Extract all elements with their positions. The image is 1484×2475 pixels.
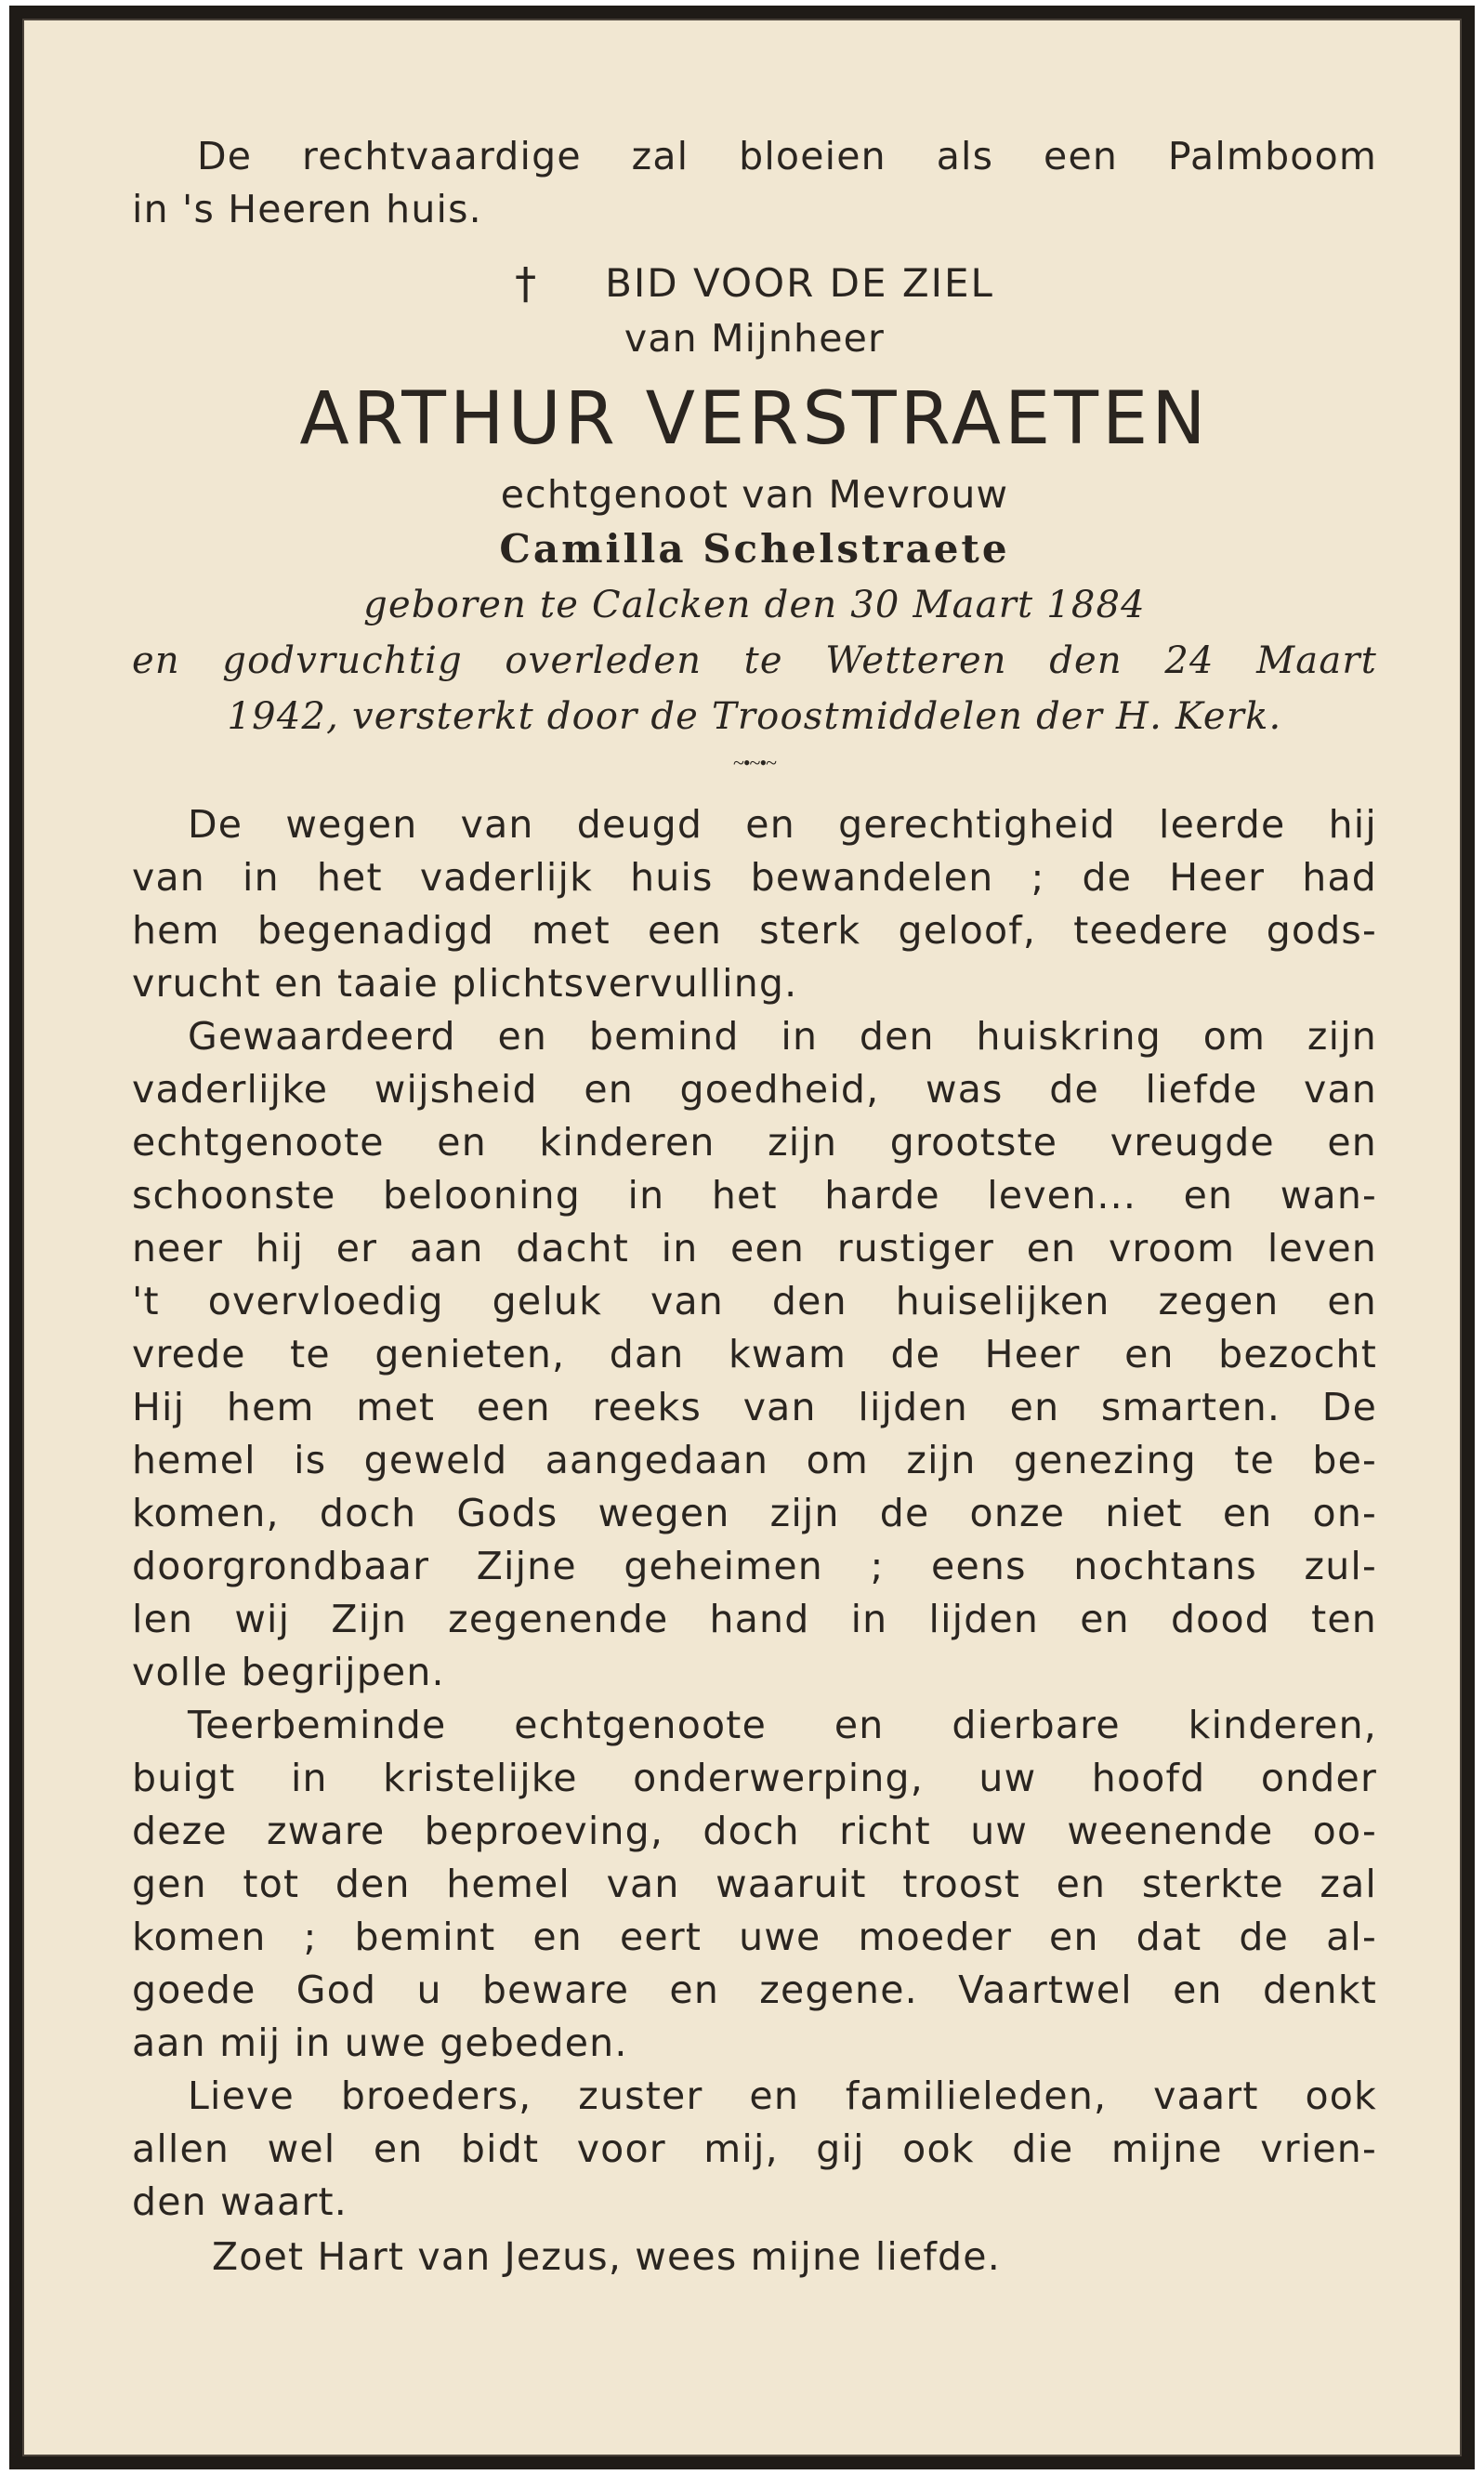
birth-line: geboren te Calcken den 30 Maart 1884	[363, 584, 1146, 626]
card-content	[132, 130, 1377, 2284]
prayer-heading	[132, 257, 1377, 310]
body-line: Hij hem met een reeks van lijden en smarten. De	[132, 1385, 1377, 1429]
body-line: komen, doch Gods wegen zijn de onze niet en on-	[132, 1491, 1377, 1535]
body-line: schoonste belooning in het harde leven... en wan-	[132, 1173, 1377, 1218]
body-line: hem begenadigd met een sterk geloof, teedere gods-	[132, 908, 1377, 953]
body-line: vaderlijke wijsheid en goedheid, was de liefde van	[132, 1067, 1377, 1112]
ornament-divider: ~•~•~	[732, 751, 777, 774]
body-line: volle begrijpen.	[132, 1650, 445, 1694]
body-line: 't overvloedig geluk van den huiselijken zegen en	[132, 1279, 1377, 1323]
closing-prayer: Zoet Hart van Jezus, wees mijne liefde.	[212, 2234, 1001, 2279]
body-line: komen ; bemint en eert uwe moeder en dat de al-	[132, 1915, 1377, 1959]
body-line: van in het vaderlijk huis bewandelen ; de Heer had	[132, 855, 1377, 900]
body-line: neer hij er aan dacht in een rustiger en vroom leven	[132, 1226, 1377, 1270]
death-line-2: 1942, versterkt door de Troostmiddelen der H. Kerk.	[227, 695, 1282, 738]
body-line: Teerbeminde echtgenoote en dierbare kinderen,	[188, 1703, 1377, 1747]
prayer-text: BID VOOR DE ZIEL	[605, 260, 994, 306]
body-line: len wij Zijn zegenende hand in lijden en dood ten	[132, 1597, 1377, 1641]
van-mijnheer: van Mijnheer	[624, 316, 886, 361]
spouse-name: Camilla Schelstraete	[499, 526, 1010, 572]
body-line: den waart.	[132, 2179, 348, 2224]
body-line: doorgrondbaar Zijne geheimen ; eens nochtans zul-	[132, 1544, 1377, 1588]
body-line: aan mij in uwe gebeden.	[132, 2021, 628, 2065]
body-line: Gewaardeerd en bemind in den huiskring om zijn	[188, 1014, 1377, 1059]
deceased-name: ARTHUR VERSTRAETEN	[299, 377, 1210, 461]
death-line-1: en godvruchtig overleden te Wetteren den 24 Maart	[132, 639, 1377, 682]
body-line: hemel is geweld aangedaan om zijn genezing te be-	[132, 1438, 1377, 1482]
intro-line-2: in 's Heeren huis.	[132, 187, 482, 231]
body-line: vrede te genieten, dan kwam de Heer en bezocht	[132, 1332, 1377, 1376]
body-line: gen tot den hemel van waaruit troost en sterkte zal	[132, 1862, 1377, 1906]
spouse-intro: echtgenoot van Mevrouw	[500, 472, 1009, 517]
body-line: De wegen van deugd en gerechtigheid leerde hij	[188, 802, 1377, 847]
body-line: echtgenoote en kinderen zijn grootste vreugde en	[132, 1120, 1377, 1165]
body-line: Lieve broeders, zuster en familieleden, vaart ook	[188, 2073, 1377, 2118]
body-line: goede God u beware en zegene. Vaartwel en denkt	[132, 1968, 1377, 2012]
intro-line-1: De rechtvaardige zal bloeien als een Palmboom	[197, 134, 1377, 178]
body-line: vrucht en taaie plichtsvervulling.	[132, 961, 798, 1006]
body-line: buigt in kristelijke onderwerping, uw hoofd onder	[132, 1756, 1377, 1800]
body-line: deze zware beproeving, doch richt uw weenende oo-	[132, 1809, 1377, 1853]
cross-icon: †	[515, 258, 539, 309]
body-line: allen wel en bidt voor mij, gij ook die mijne vrien-	[132, 2126, 1377, 2171]
memorial-card	[9, 6, 1475, 2469]
